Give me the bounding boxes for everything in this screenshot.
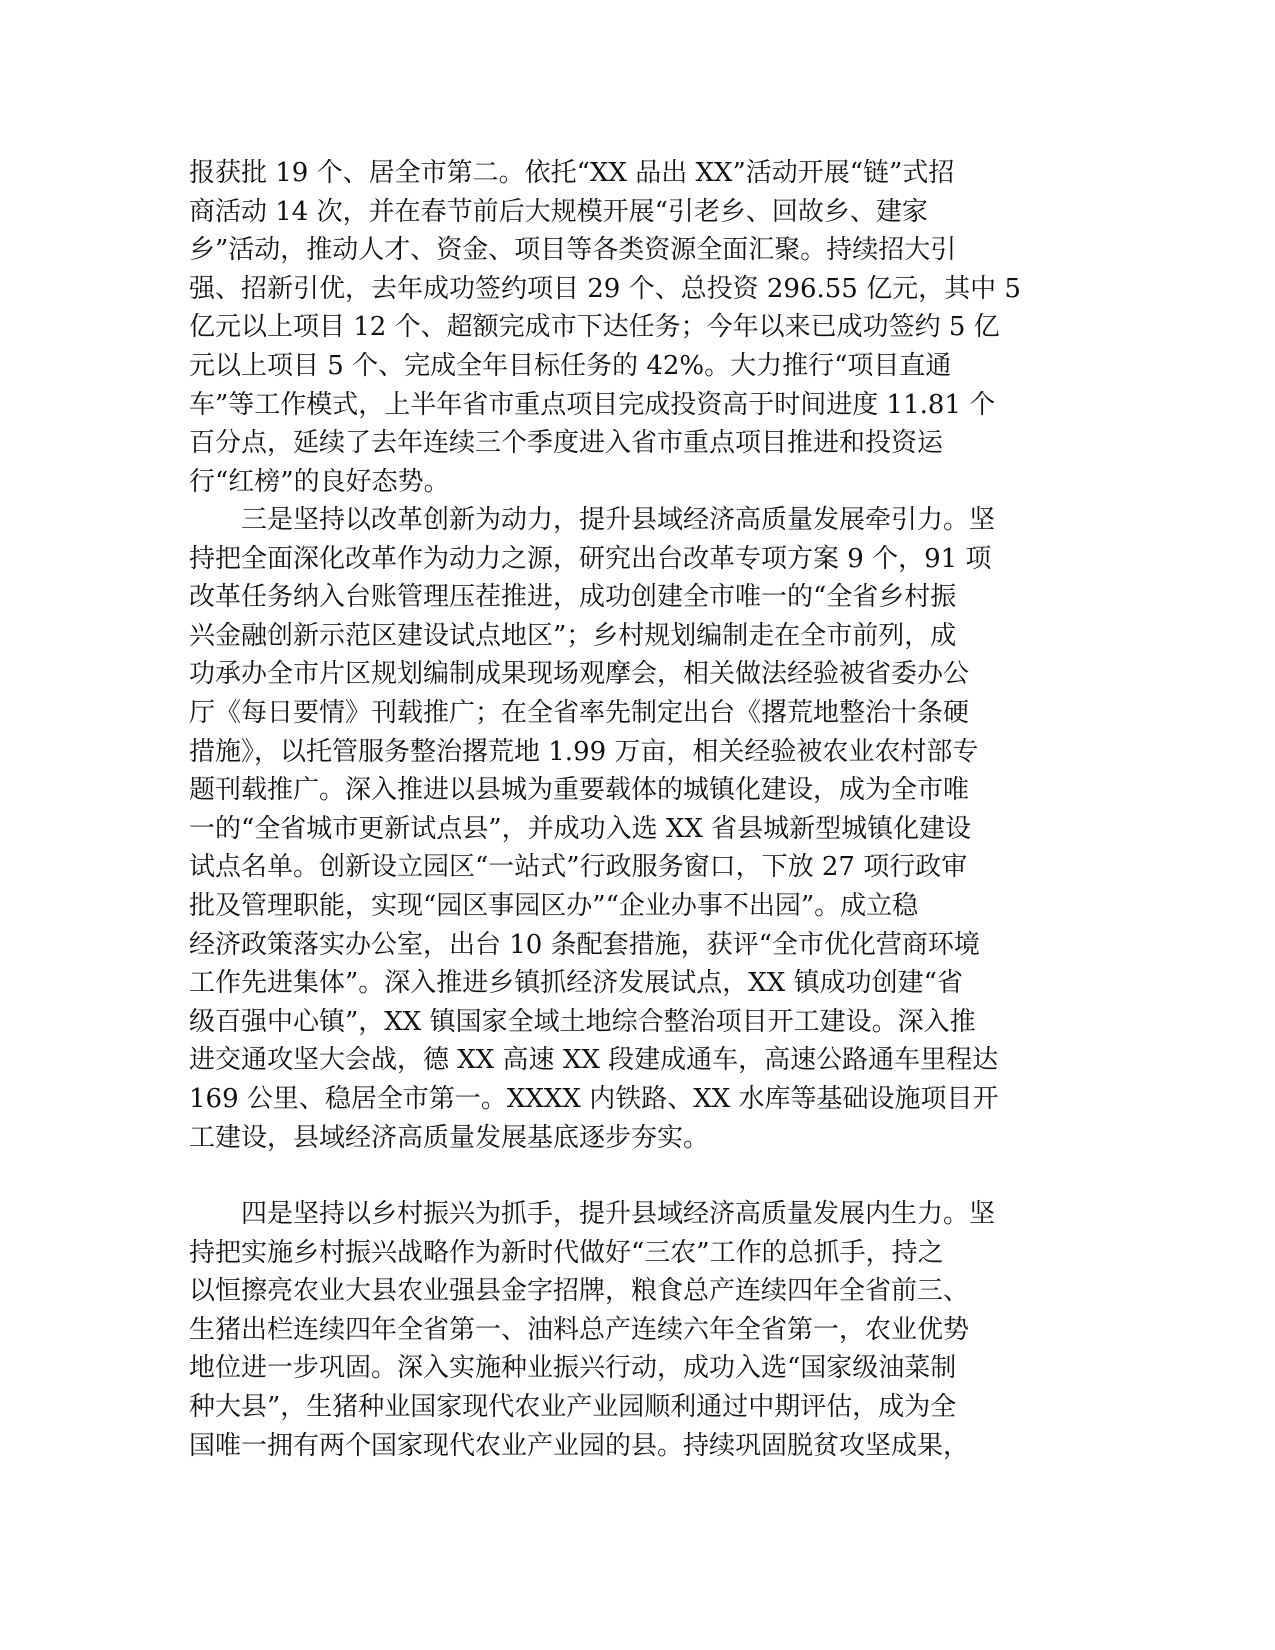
text-line: 措施》，以托管服务整治撂荒地 1.99 万亩，相关经验被农业农村部专 [189,736,979,767]
text-line: 生猪出栏连续四年全省第一、油料总产连续六年全省第一，农业优势 [189,1314,970,1345]
text-line: 试点名单。创新设立园区“一站式”行政服务窗口，下放 27 项行政审 [189,852,968,883]
text-line: 强、招新引优，去年成功签约项目 29 个、总投资 296.55 亿元，其中 5 [189,273,1021,304]
text-line: 元以上项目 5 个、完成全年目标任务的 42%。大力推行“项目直通 [189,350,952,381]
paragraph-1 [189,154,1094,501]
text-line: 车”等工作模式，上半年省市重点项目完成投资高于时间进度 11.81 个 [189,389,996,420]
text-line: 国唯一拥有两个国家现代农业产业园的县。持续巩固脱贫攻坚成果， [189,1430,970,1461]
text-line: 一的“全省城市更新试点县”，并成功入选 XX 省县城新型城镇化建设 [189,813,972,844]
text-line: 工作先进集体”。深入推进乡镇抓经济发展试点，XX 镇成功创建“省 [189,968,963,999]
text-line: 169 公里、稳居全市第一。XXXX 内铁路、XX 水库等基础设施项目开 [189,1083,999,1114]
text-line: 乡”活动，推动人才、资金、项目等各类资源全面汇聚。持续招大引 [189,235,957,266]
text-line: 持把全面深化改革作为动力之源，研究出台改革专项方案 9 个，91 项 [189,543,992,574]
text-line: 工建设，县域经济高质量发展基底逐步夯实。 [189,1122,710,1153]
paragraph-3 [189,1195,1094,1465]
text-line: 地位进一步巩固。深入实施种业振兴行动，成功入选“国家级油菜制 [189,1353,957,1384]
text-line: 进交通攻坚大会战，德 XX 高速 XX 段建成通车，高速公路通车里程达 [189,1045,999,1076]
text-line: 经济政策落实办公室，出台 10 条配套措施，获评“全市优化营商环境 [189,929,980,960]
text-line: 改革任务纳入台账管理压茬推进，成功创建全市唯一的“全省乡村振 [189,582,957,613]
text-line: 级百强中心镇”，XX 镇国家全域土地综合整治项目开工建设。深入推 [189,1006,976,1037]
text-line: 兴金融创新示范区建设试点地区”；乡村规划编制走在全市前列，成 [189,620,957,651]
text-line: 亿元以上项目 12 个、超额完成市下达任务；今年以来已成功签约 5 亿 [189,312,1000,343]
text-line: 三是坚持以改革创新为动力，提升县域经济高质量发展牵引力。坚 [189,505,996,535]
text-line: 持把实施乡村振兴战略作为新时代做好“三农”工作的总抓手，持之 [189,1237,944,1268]
text-line: 百分点，延续了去年连续三个季度进入省市重点项目推进和投资运 [189,428,944,459]
text-line: 报获批 19 个、居全市第二。依托“XX 品出 XX”活动开展“链”式招 [189,158,955,188]
text-line: 商活动 14 次，并在春节前后大规模开展“引老乡、回故乡、建家 [189,196,928,227]
text-line: 题刊载推广。深入推进以县城为重要载体的城镇化建设，成为全市唯 [189,775,970,806]
text-line: 功承办全市片区规划编制成果现场观摩会，相关做法经验被省委办公 [189,659,970,690]
paragraph-2 [189,501,1094,1157]
text-line: 四是坚持以乡村振兴为抓手，提升县域经济高质量发展内生力。坚 [189,1199,996,1229]
text-line: 批及管理职能，实现“园区事园区办”“企业办事不出园”。成立稳 [189,890,919,921]
text-line: 以恒擦亮农业大县农业强县金字招牌，粮食总产连续四年全省前三、 [189,1276,970,1307]
text-line: 厅《每日要情》刊载推广；在全省率先制定出台《撂荒地整治十条硬 [189,697,970,728]
text-line: 种大县”，生猪种业国家现代农业产业园顺利通过中期评估，成为全 [189,1391,957,1422]
text-line: 行“红榜”的良好态势。 [189,466,450,497]
